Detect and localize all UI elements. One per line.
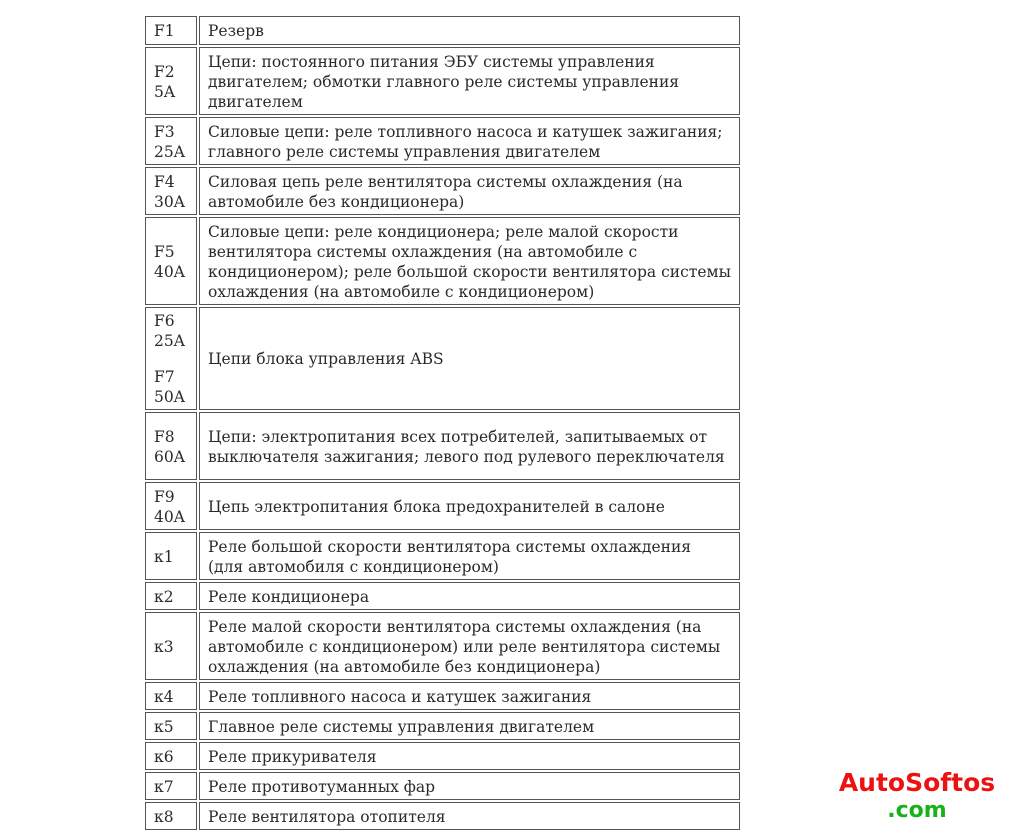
fuse-code-line: F3 <box>154 122 175 141</box>
fuse-description-cell: Главное реле системы управления двигателем <box>199 712 740 740</box>
table-row <box>145 117 740 165</box>
fuse-table-body <box>145 16 740 830</box>
table-row <box>145 742 740 770</box>
table-row <box>145 482 740 530</box>
fuse-code-line: к7 <box>154 777 174 796</box>
fuse-code-cell <box>145 412 197 480</box>
fuse-code-cell <box>145 712 197 740</box>
table-row <box>145 47 740 115</box>
table-row <box>145 217 740 305</box>
fuse-description-cell: Реле кондиционера <box>199 582 740 610</box>
table-row <box>145 16 740 45</box>
watermark-logo <box>822 770 1012 824</box>
fuse-description-cell: Цепь электропитания блока предохранителей в салоне <box>199 482 740 530</box>
table-row <box>145 307 740 410</box>
fuse-description-cell: Реле топливного насоса и катушек зажигания <box>199 682 740 710</box>
fuse-code-line: F2 <box>154 62 175 81</box>
fuse-code-line: к6 <box>154 747 174 766</box>
fuse-code-cell <box>145 217 197 305</box>
fuse-code-line: к4 <box>154 687 174 706</box>
fuse-relay-table <box>143 14 742 832</box>
table-row <box>145 712 740 740</box>
fuse-code-line: F7 <box>154 368 175 386</box>
fuse-code-line: 60A <box>154 447 185 466</box>
watermark-line-1: AutoSoftos <box>838 768 996 797</box>
fuse-code-cell <box>145 167 197 215</box>
fuse-code-line: 40A <box>154 262 185 281</box>
fuse-code-cell <box>145 742 197 770</box>
fuse-code-line: 25A <box>154 332 185 350</box>
fuse-code-line: к1 <box>154 547 174 566</box>
fuse-description-cell: Цепи: электропитания всех потребителей, запитываемых от выключателя зажигания; левого под рулевого переключателя <box>199 412 740 480</box>
fuse-code-cell <box>145 612 197 680</box>
fuse-code-line: к8 <box>154 807 174 826</box>
fuse-code-line: 30A <box>154 192 185 211</box>
fuse-code-cell <box>145 532 197 580</box>
fuse-description-cell: Силовые цепи: реле кондиционера; реле малой скорости вентилятора системы охлаждения (на автомобиле с кондиционером); реле большой скорости вентилятора системы охлаждения (на автомобиле с кондиционером) <box>199 217 740 305</box>
fuse-code-line: F1 <box>154 22 175 40</box>
table-row <box>145 412 740 480</box>
fuse-code-cell <box>145 802 197 830</box>
fuse-description-cell: Цепи блока управления ABS <box>199 307 740 410</box>
watermark-line-2: .com <box>887 798 947 823</box>
fuse-code-cell <box>145 16 197 45</box>
table-row <box>145 532 740 580</box>
fuse-code-line: 25A <box>154 142 185 161</box>
fuse-code-line: к2 <box>154 587 174 606</box>
fuse-code-line: F9 <box>154 487 175 506</box>
fuse-code-line: F6 <box>154 312 175 330</box>
fuse-code-cell <box>145 772 197 800</box>
fuse-description-cell: Реле малой скорости вентилятора системы охлаждения (на автомобиле с кондиционером) или реле вентилятора системы охлаждения (на автомобиле без кондиционера) <box>199 612 740 680</box>
table-row <box>145 582 740 610</box>
fuse-code-cell <box>145 482 197 530</box>
fuse-description-cell: Реле большой скорости вентилятора системы охлаждения (для автомобиля с кондиционером) <box>199 532 740 580</box>
fuse-description-cell: Реле прикуривателя <box>199 742 740 770</box>
table-row <box>145 772 740 800</box>
fuse-code-line: F8 <box>154 427 175 446</box>
fuse-description-cell: Реле противотуманных фар <box>199 772 740 800</box>
fuse-code-cell <box>145 117 197 165</box>
code-spacer <box>154 351 188 367</box>
fuse-code-line: F4 <box>154 172 175 191</box>
fuse-code-cell <box>145 682 197 710</box>
fuse-code-cell <box>145 582 197 610</box>
fuse-description-cell: Реле вентилятора отопителя <box>199 802 740 830</box>
table-row <box>145 167 740 215</box>
fuse-code-cell <box>145 47 197 115</box>
fuse-code-line: к3 <box>154 637 174 656</box>
fuse-description-cell: Силовые цепи: реле топливного насоса и катушек зажигания; главного реле системы управления двигателем <box>199 117 740 165</box>
table-row <box>145 612 740 680</box>
fuse-description-cell: Резерв <box>199 16 740 45</box>
fuse-code-line: к5 <box>154 717 174 736</box>
fuse-code-line: 50A <box>154 388 185 406</box>
table-row <box>145 802 740 830</box>
fuse-code-line: F5 <box>154 242 175 261</box>
fuse-code-cell <box>145 307 197 410</box>
fuse-code-line: 5A <box>154 82 176 101</box>
fuse-description-cell: Цепи: постоянного питания ЭБУ системы управления двигателем; обмотки главного реле системы управления двигателем <box>199 47 740 115</box>
fuse-code-line: 40A <box>154 507 185 526</box>
table-row <box>145 682 740 710</box>
fuse-description-cell: Силовая цепь реле вентилятора системы охлаждения (на автомобиле без кондиционера) <box>199 167 740 215</box>
